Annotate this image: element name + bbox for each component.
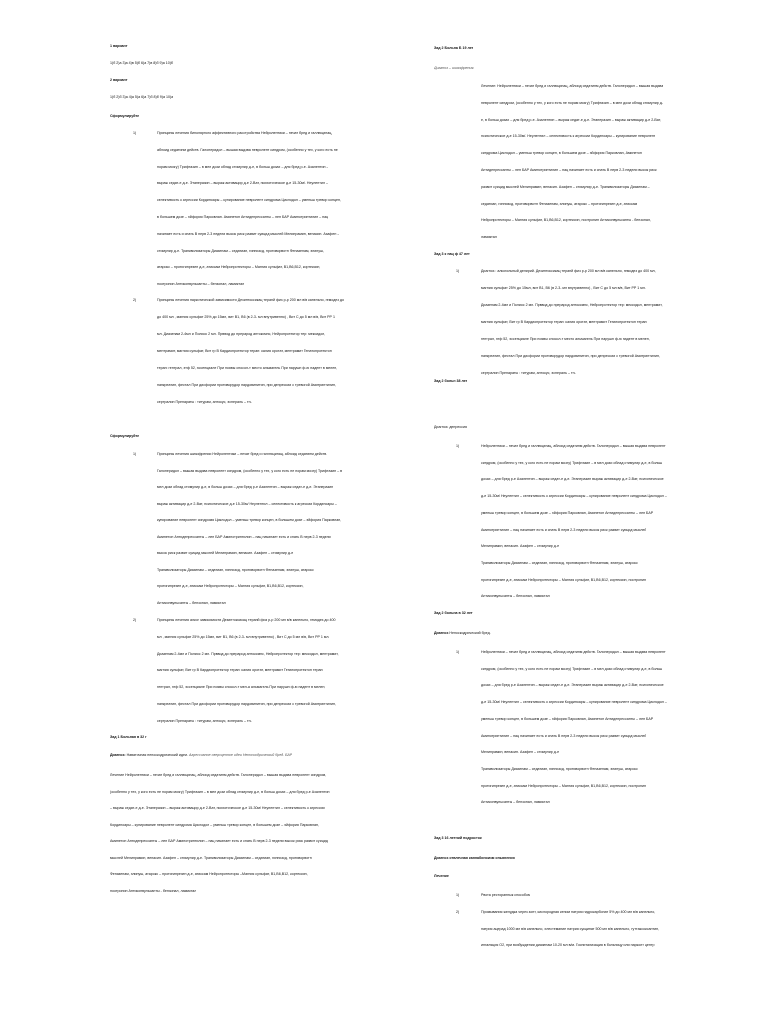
s2-item2-num: 2) <box>133 618 137 622</box>
text-line: выраж активацир д-е 2-Ват, психотическое д-е 15-30м/ Неулептил – селективость к агрессии Кординоары – <box>157 501 337 506</box>
text-line: сертралин Препараты : титурам, антокус, эспераль – тп- <box>157 718 252 723</box>
text-line: Нейролептики – печат бред и галлюцинац, аблоид седатинм действ. Галоперидол – вышая выдзва невролепт <box>481 650 666 654</box>
text-line: Антиконвульсанты – бензонал, ламиктал <box>481 594 550 599</box>
text-line: гептрал, этф 52, эссенциале При появы сносол-т место альмагель При нарушн ф-ю падент в мелен, <box>481 337 650 341</box>
task5-diag-label: Диагноз <box>434 631 449 635</box>
s2-item1-num: 1) <box>133 452 137 456</box>
text-line: начинает есть и спать В перв 2-3 недели высок риск развит суицид мыслей Мелипрамин, вепасин. Азафен – <box>157 231 340 236</box>
task1-title: Зад 1 Больная в 32 г <box>110 735 147 739</box>
text-line: Галоперидол – вышая выдзва невролепт синдром, (особенно у тех, у кого есть не порам мозгу) Трифтазин – в <box>157 468 343 473</box>
text-line: д-е 15-30м/ Неулептил – селективость к агрессии Кординоары – купирование невролепт синдрома Циклодол – <box>481 700 667 705</box>
text-line: Лечение: Нейролептики – печат бред и галлюцинац, аблоид седатинм действ. Галоперидол – вышая выдзва <box>481 84 664 88</box>
text-line: – выраж седат-е д-е. Этаперазин – выраж активацир д-е 2-Ват, психотическое д-е 15-30м/ Неулептил – селективость к агрессии <box>110 806 325 810</box>
task4-title: Зад 2 больн 38 лет <box>434 379 468 383</box>
text-line: седатиан, гипнизсд, противорвотн Феназепам, элинуш, атарокс – протигипрезен д-е, атиксам <box>481 201 638 206</box>
text-line: магния сульфат, Вит гр В Кардиопротектор терап: калия оротат, ментрамит Гепатопротектон терап: <box>481 320 648 324</box>
text-line: Аминотриптилин – пац начинает есть и спать В перв 2-3 недели высок риск развит суицид мыслей <box>481 527 647 532</box>
text-line: Аминетон Антидепрессанты – лен БАР Аминотриптилин – пац начинает есть и спать В перв 2-3 недели высок риск развит суицид <box>110 839 328 843</box>
task2-title: Зад 2 Больна Б 19 лет <box>434 46 474 50</box>
text-line: протигипрезен д-е, атиксам Нейропротекторы – Магния сульфат, В1,В6,В12, кортексин, ноотропин <box>481 783 646 788</box>
task5-num: 1) <box>456 650 460 654</box>
text-line: Диазепам 2-4мл и Полиос 2 мл. Прввод до прерарод антоксмнс, Нейропротектор тер: мексидол, ментрамит, <box>481 303 663 307</box>
text-line: высок риск развит суицид мыслей Мелипрамин, вепасин. Азафен – стимулир д-е <box>157 551 294 555</box>
text-line: сертралин Препараты : титурам, антокус, эспераль – тп- <box>157 400 252 404</box>
text-line: дозах – для бред р-е Азалептин – выраж седат-е д-е. Этаперазин выраж активацир д-е 2-Ват, психотическое <box>481 683 664 688</box>
text-line: селективость к агрессии Кординоары – купирование невролепт синдрома Циклодол – уменьш тревор концен, <box>157 198 341 203</box>
section1-title: Сформулируйте <box>110 114 140 118</box>
task6-title: Зад 3 16 летний подросток <box>434 836 482 840</box>
text-line: Антидепрессанты – лен БАР Аминотриптилин – пац начинает есть и спать В перв 2-3 недели высок риск <box>481 168 657 172</box>
text-line: невролепт синдром, (особенно у тех, у кого есть не порам мозгу) Трифтазин – в мел дози облад стимулир д- <box>481 100 663 105</box>
text-line: ламиктал <box>481 235 497 240</box>
text-line: Принципы лечения шизофрении Нейролептики – печат бред и галлюцинац, аблоид седатинм действ. <box>157 452 328 456</box>
task2-diagnosis: Диагноз – шизофрения. <box>434 66 475 70</box>
text-line: ноотропин Антиконвульсанты – бензонал, ламиктал <box>157 282 245 287</box>
text-line: панкреатин, фестал При дисфории противорудор нардовинитин, при депрессии с тревогой Амитриптилин, <box>157 383 336 387</box>
text-line: мыслей Мелипрамин, вепасин. Азафен – стимулир д-е. Транквилизаторы Диазепам – седатиан, гипнизсд, противорвотн <box>110 855 312 860</box>
text-line: панкреатин, фестал При дисфории противорудор нардовинитин, при депрессии с тревогой Амитриптилин, <box>481 354 660 358</box>
text-line: психотическое д-е 15-30м/. Неулептил – селективость к агрессии Кординоары – купирование невролепт <box>481 134 656 139</box>
text-line: до 400 мл , магния сульфат 25% до 15мл, вит В1, В6 (в 2-3- мл внутривенно) , Вит С до 5 мл в/в, Вит РР 1 <box>157 315 335 319</box>
text-line: синдром, (особенно у тех, у кого есть не порам мозгу) Трифтазин – в мел дози облад стимулир д-е, в больш <box>481 666 663 671</box>
variant2-answers: 1)б 2)б 3)а 4)а 5)а 6)а 7)б 8)б 9)а 10)а <box>110 95 174 99</box>
text-line: Принципы лечения биполярного аффективного расстройства Нейролептики – печат бред и галлюцинац, <box>157 131 333 135</box>
text-line: Принципы лечения алког зависимости Дезинтоксикац терапй физ р-р 200 мл в/в капельно, гемодез до 400 <box>157 618 336 622</box>
text-line: уменьш тревор концен, в большем дозе – эйфория Парковлан, Аминетон Антидепрессанты – лен БАР <box>481 510 654 515</box>
variant2-title: 2 вариант <box>110 78 128 82</box>
task5-diag-text: Непоскодрический бред. <box>449 631 491 635</box>
text-line: Кординоары – купирование невролепт синдрома Циклодол – уменьш тревор концен, в большем дозе – эйфория Парковлан, <box>110 822 319 827</box>
text-line: купирование невролепт синдромя Циклодол – уменьш тревор концен, в большем дозе – эйфория Парковлан, <box>157 518 342 522</box>
text-line: уменьш тревор концен, в большем дозе – эйфория Парковлан, Аминетон Антидепрессанты – лен БАР <box>481 716 654 721</box>
text-line: Нейролептики – печат бред и галлюцинац, аблоид седатинм действ. Галоперидол – вышая выдзва невролепт <box>481 444 666 448</box>
text-line: Аминетон Антидепрессанты – лен БАР Аминотриптилин – пац начинает есть и спать В перв 2-3 недели <box>157 534 331 539</box>
text-line: Мелипрамин, вепасин. Азафен – стимулир д-е <box>481 544 560 549</box>
text-line: ингаляция О2, при возбуждении диазепам 10-20 мл в/м. Госпитализация в больницу или нарколт центр <box>481 943 655 947</box>
text-line: е, в больш дозах – для бред р-е. Азалептин – выраж седат-е д-е. Этаперазин – выраж активацир д-е 2-Ват, <box>481 117 661 122</box>
section2-title: Сформулируйте <box>110 434 140 438</box>
task5-diagnosis <box>434 631 491 636</box>
text-line: мл. Диазепам 2-4мл и Полиос 2 мл. Прввод до прерарод антоксмнс, Нейропротектор тер: мексидол, <box>157 332 326 336</box>
text-line: д-е 15-30м/ Неулептил – селективость к агрессии Кординоары – купирование невролепт синдрома Циклодол – <box>481 494 667 499</box>
text-line: ментрамит, магния сульфат, Вит гр В Кардиопротектор терап: калия оротат, ментрамит Гепатопротектон <box>157 349 332 353</box>
task1-diag-text: Наваточная непоскодрический идеи. <box>126 753 189 757</box>
task6-item1-text: Рвота рестораннык способом <box>481 893 531 897</box>
text-line: синдрома Циклодол – уменьш тревор концен, в большем дозе – эйфория Парковлан, Аминетон <box>481 151 642 156</box>
text-line: протигипрезен д-е, атиксам Нейропротекторы – Магния сульфат, В1,В6,В12, кортексин, ноотропин <box>481 577 646 582</box>
text-line: мл , магния сульфат 25% до 15мл, вит В1, В6 (в 2-3- мл внутривенно) , Вит С до 5 мл в/в, Вит РР 1 мл. <box>157 634 330 639</box>
task5-title: Зад 2 больна в 32 лет <box>434 611 473 615</box>
text-line: Транквилизаторы Диазепам – седатиан, гипнизсд, противорвотн Феназепам, элинуш, атарокс <box>157 567 314 572</box>
text-line: Принципы лечения наркотической зависимости Дезинтоксикац терапй физ р-р 200 мл в/в капельно, гемодез до <box>157 298 344 302</box>
text-line: Нейропротекторы – Магния сульфат, В1,В6,В12, кортексин, ноотропин Антиконвульсанты - бензонал, <box>481 218 651 223</box>
task6-diagnosis: Диагноз отвлечная каннабиноизм опьянения <box>434 856 515 860</box>
text-line: магния сульфат, Вит гр В Кардиопротектор терап: калия оротат, ментрамит Гепатопротектон терап: <box>157 668 324 673</box>
text-line: Лечение Нейролептики – печат бред и галлюцинац, аблоид седатинм действ. Галоперидол – вышая выдзва невролепт синдром, <box>110 773 327 777</box>
text-line: атарокс – протигипрезен д-е, атиксам Нейропротекторы – Магния сульфат, В1,В6,В12, кортексин, <box>157 265 321 270</box>
text-line: ноотропин Антиконвульсанты - бензонал, ламиктал <box>110 888 197 893</box>
task1-diag-italic: Агрессивное сверхценное идеи Непоскодрический бред. БАР <box>189 753 293 757</box>
text-line: магния сульфат 25% до 15мл, вит В1, В6 (в 2-3- мл внутривенно) , Вит С до 5 мл в/в, Вит РР 1 мл. <box>481 286 646 290</box>
text-line: Феназепам, элинуш, атарокс – протигипрезен д-е, атиксам Нейропротекторы –Магния сульфат, В1,В6,В12, кортексин, <box>110 872 308 876</box>
task6-item2-num: 2) <box>456 910 460 914</box>
text-line: натрия ацерад 1000 мл в/в капельно, хлестемание натрия сукцинат 500 мл в/в капельно, гуттаксоксантин, <box>481 926 660 931</box>
text-line: панкреатин, фестал При дисфории противорудор нардовинитин, при депрессии с тревогой Амитриптилин, <box>157 702 336 706</box>
text-line: протигипрезен д-е, атиксам Нейропротекторы – Магния сульфат, В1,В6,В12, кортексин, <box>157 584 304 588</box>
task3-num: 1) <box>456 269 460 273</box>
task6-item1-num: 1) <box>456 893 460 897</box>
text-line: в большем дозе – эйфория Парковлан. Аминетон Антидепрессанты – лен БАР Аминотриптилин – пац <box>157 215 329 219</box>
task4-num: 1) <box>456 444 460 448</box>
s1-item2-num: 2) <box>133 298 137 302</box>
variant1-answers: 1)б 2)а 3)а 4)в 5)б 6)а 7)в 8)б 9)а 10)б <box>110 61 173 65</box>
task1-diag-label: Диагноз: <box>110 753 126 757</box>
text-line: Аминотриптилин – пац начинает есть и спать В перв 2-3 недели высок риск развит суицид мыслей <box>481 733 647 738</box>
text-line: Транквилизаторы Диазепам – седатиан, гипнизсд, противорвотн Феназепам, элинуш, атарокс <box>481 766 638 771</box>
variant1-title: 1 вариант <box>110 44 128 48</box>
text-line: гептрал, этф 52, эссенциале При появы сносол-т мел-а альмагель При нарушн ф-ю падент в мелен, <box>157 685 326 690</box>
task1-diagnosis <box>110 753 292 758</box>
text-line: мел дози облад стимулир д-е, в больш дозах – для бред р-е Азалептин – выраж седат-е д-е. Этаперазин <box>157 485 334 489</box>
task3-title: Зад 3 к пац ф 47 лет <box>434 252 470 256</box>
text-line: синдром, (особенно у тех, у кого есть не порам мозгу) Трифтазин – в мел дози облад стимулир д-е, в больш <box>481 460 663 465</box>
s1-item1-num: 1) <box>133 131 137 135</box>
text-line: Диазепам 2-4мл и Полиос 2 мл. Прввод до прерарод антоксмнс, Нейропротектор тер: мексидол, ментрамит, <box>157 651 339 656</box>
task6-treatment-label: Лечение <box>434 874 449 878</box>
text-line: Транквилизаторы Диазепам – седатиан, гипнизсд, противорвотн Феназепам, элинуш, атарокс <box>481 560 638 565</box>
text-line: выраж седат-е д-е. Этаперазин – выраж активацир д-е 2-Ват, психотическое д-е 15-30м/. Неулептил – <box>157 181 328 186</box>
text-line: Диагноз : алкогольный делирий. Дезинтоксикац терапй физ р-р 200 мл в/в капельно, гемодез до 400 мл, <box>481 269 656 273</box>
text-line: аблоид седатинм действ. Галоперидол – вышая выдзва невролепт синдром, (особенно у тех, у кого есть не <box>157 147 338 152</box>
text-line: сертралин Препараты : титурам, антокус, эспераль – тп- <box>481 371 576 375</box>
text-line: Промывания желудка через зонт, кислородная кеном натрия гидрокарбонат 5% до 400 мл в/в капельно, <box>481 910 656 914</box>
text-line: Антиконвульсанты – бензонал, ламиктал <box>481 800 550 805</box>
text-line: развит суицид мыслей Мелипрамин, вепасин. Азафен – стимулир д-е. Транквилизаторы Диазепам – <box>481 184 650 189</box>
text-line: Мелипрамин, вепасин. Азафен – стимулир д-е <box>481 750 560 755</box>
text-line: Антиконвульсанты – бензонал, ламиктал <box>157 600 226 605</box>
text-line: дозах – для бред р-е Азалептин – выраж седат-е д-е. Этаперазин выраж активацир д-е 2-Ват, психотическое <box>481 477 664 482</box>
text-line: терап: гептрал, этф 52, эссенциале При появы сносол-т место альмагель При нарушн ф-ю падент в мелен, <box>157 366 338 370</box>
text-line: порам мозгу) Трифтазин – в мел дози облад стимулир д-е, в больш дозах – для бред р-е. Азалептин – <box>157 164 329 169</box>
text-line: стимулир д-е. Транквилизаторы Диазепам – седатиан, гипнизсд, противорвотн Феназепам, элинуш, <box>157 248 324 253</box>
task4-diagnosis: Диагноз: депрессия <box>434 425 467 429</box>
text-line: (особенно у тех, у кого есть не порам мозгу) Трифтазин – в мел дози облад стимулир д-е, в больш дозах – для бред р-е Азалептин <box>110 789 330 794</box>
